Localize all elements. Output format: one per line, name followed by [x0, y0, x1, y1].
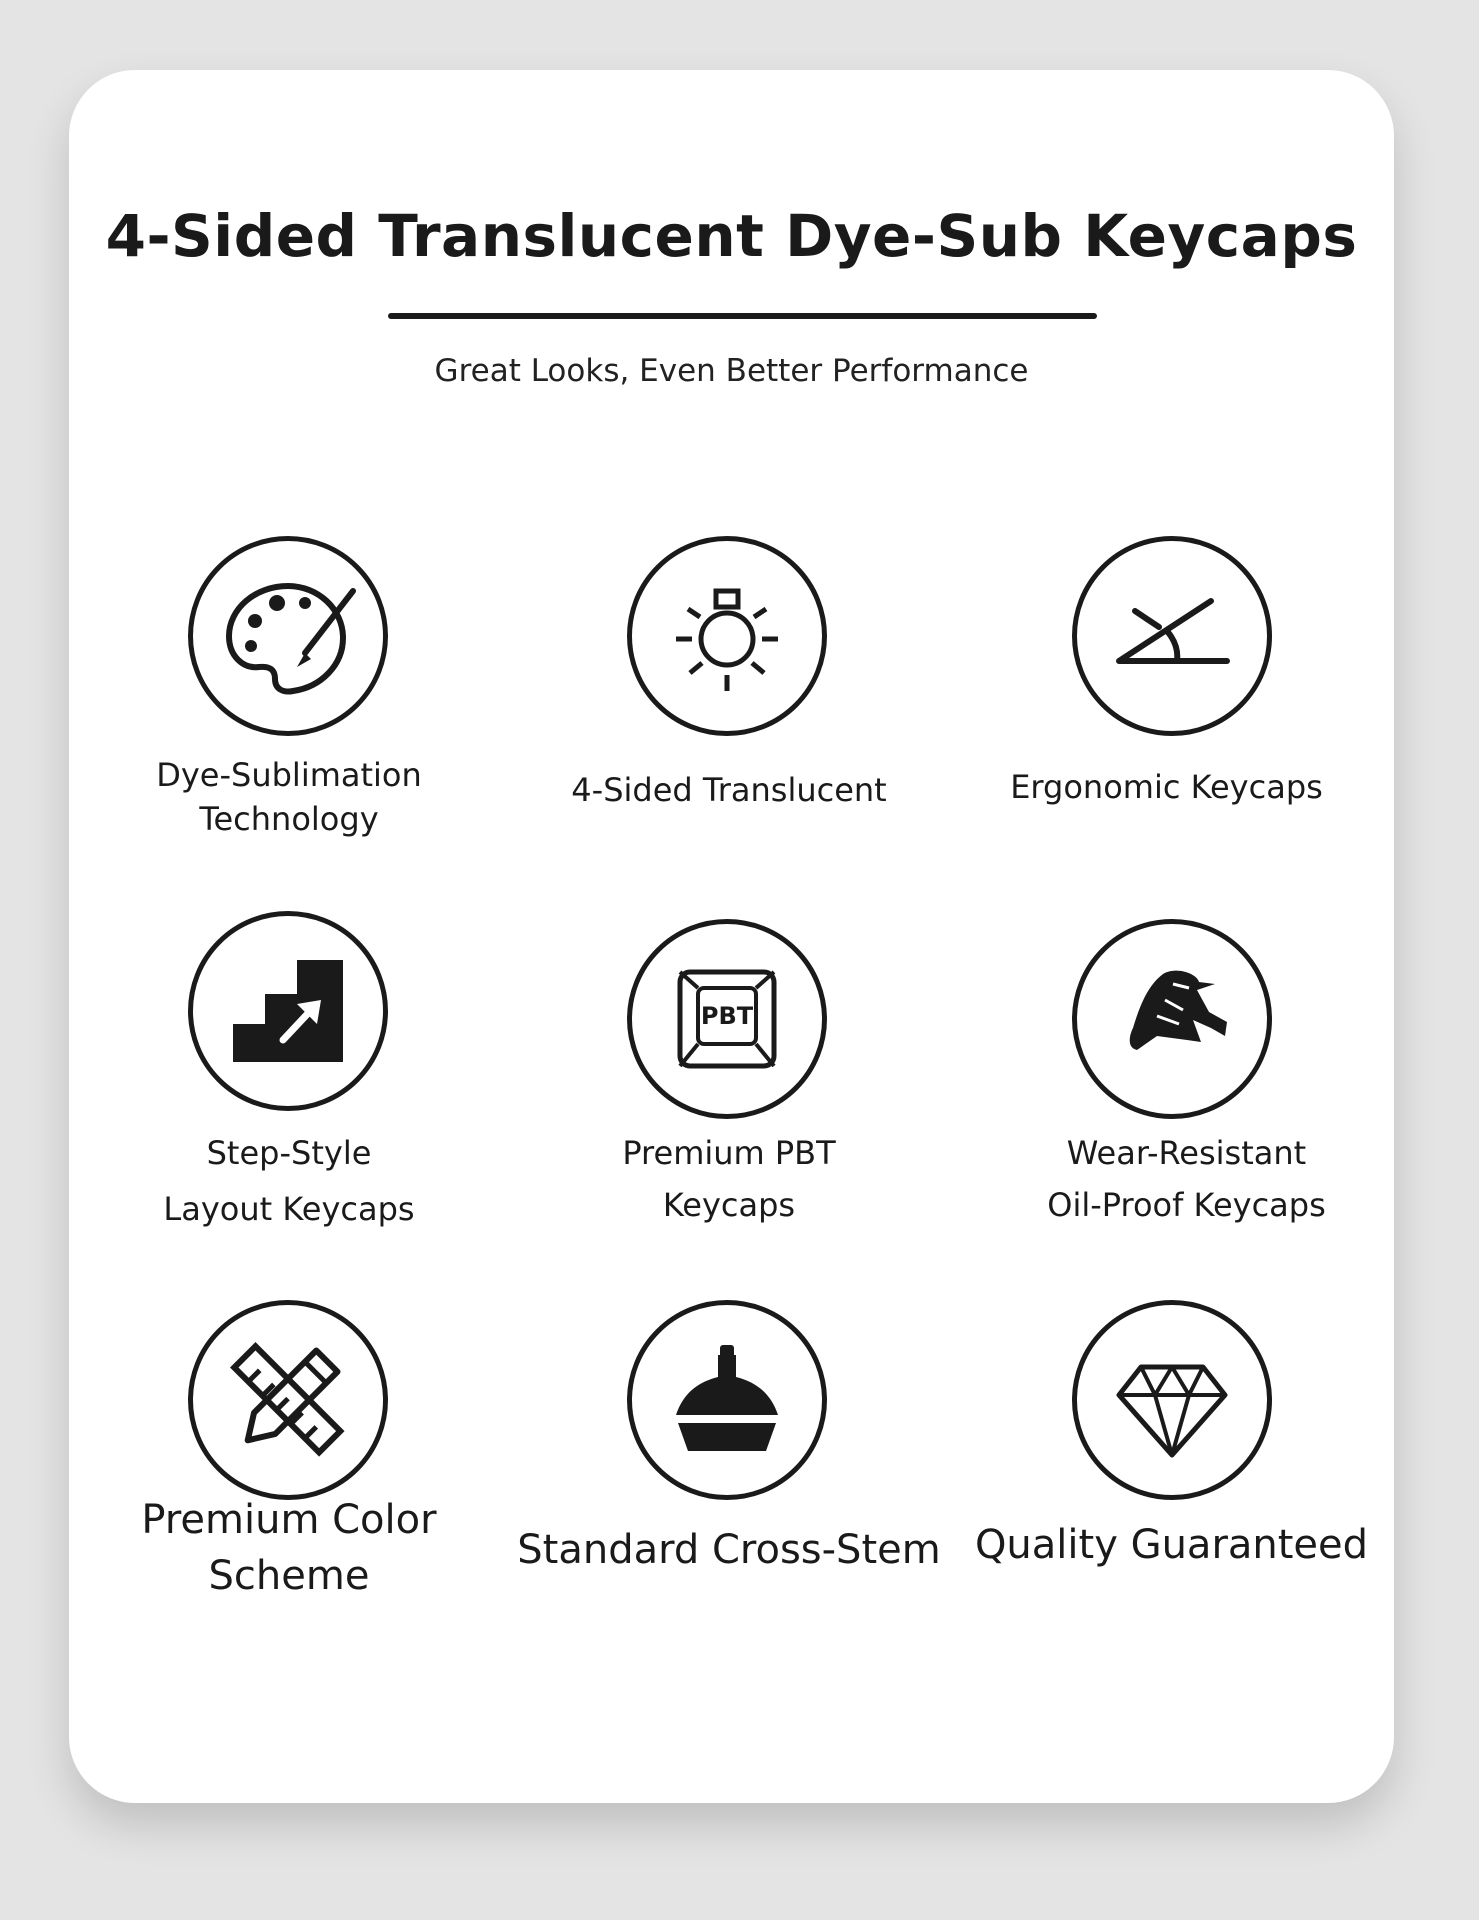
feature-card: [69, 70, 1394, 1803]
feature-label-pbt: Premium PBT Keycaps: [622, 1134, 836, 1224]
step-arrow-icon: [188, 911, 388, 1111]
light-bulb-icon: [627, 536, 827, 736]
pencil-ruler-icon: [188, 1300, 388, 1500]
angle-icon: [1072, 536, 1272, 736]
keycap-stem-icon: [627, 1300, 827, 1500]
hand-icon: [1072, 919, 1272, 1119]
title-divider: [388, 313, 1097, 319]
feature-label-ergonomic: Ergonomic Keycaps: [1010, 768, 1323, 806]
diamond-icon: [1072, 1300, 1272, 1500]
feature-label-translucent: 4-Sided Translucent: [571, 771, 887, 809]
page-title: 4-Sided Translucent Dye-Sub Keycaps: [105, 202, 1358, 270]
feature-label-cross-stem: Standard Cross-Stem: [517, 1527, 941, 1573]
pbt-icon-text: PBT: [700, 1002, 754, 1030]
page-subtitle: Great Looks, Even Better Performance: [434, 353, 1029, 389]
feature-label-dye-sublimation: Dye-Sublimation Technology: [156, 756, 422, 838]
feature-label-step-style: Step-Style Layout Keycaps: [163, 1134, 415, 1228]
pbt-keycap-icon: [627, 919, 827, 1119]
palette-icon: [188, 536, 388, 736]
feature-label-quality: Quality Guaranteed: [974, 1522, 1369, 1568]
feature-label-wear-resistant: Wear-Resistant Oil-Proof Keycaps: [1047, 1134, 1326, 1224]
feature-label-color-scheme: Premium Color Scheme: [141, 1497, 437, 1599]
